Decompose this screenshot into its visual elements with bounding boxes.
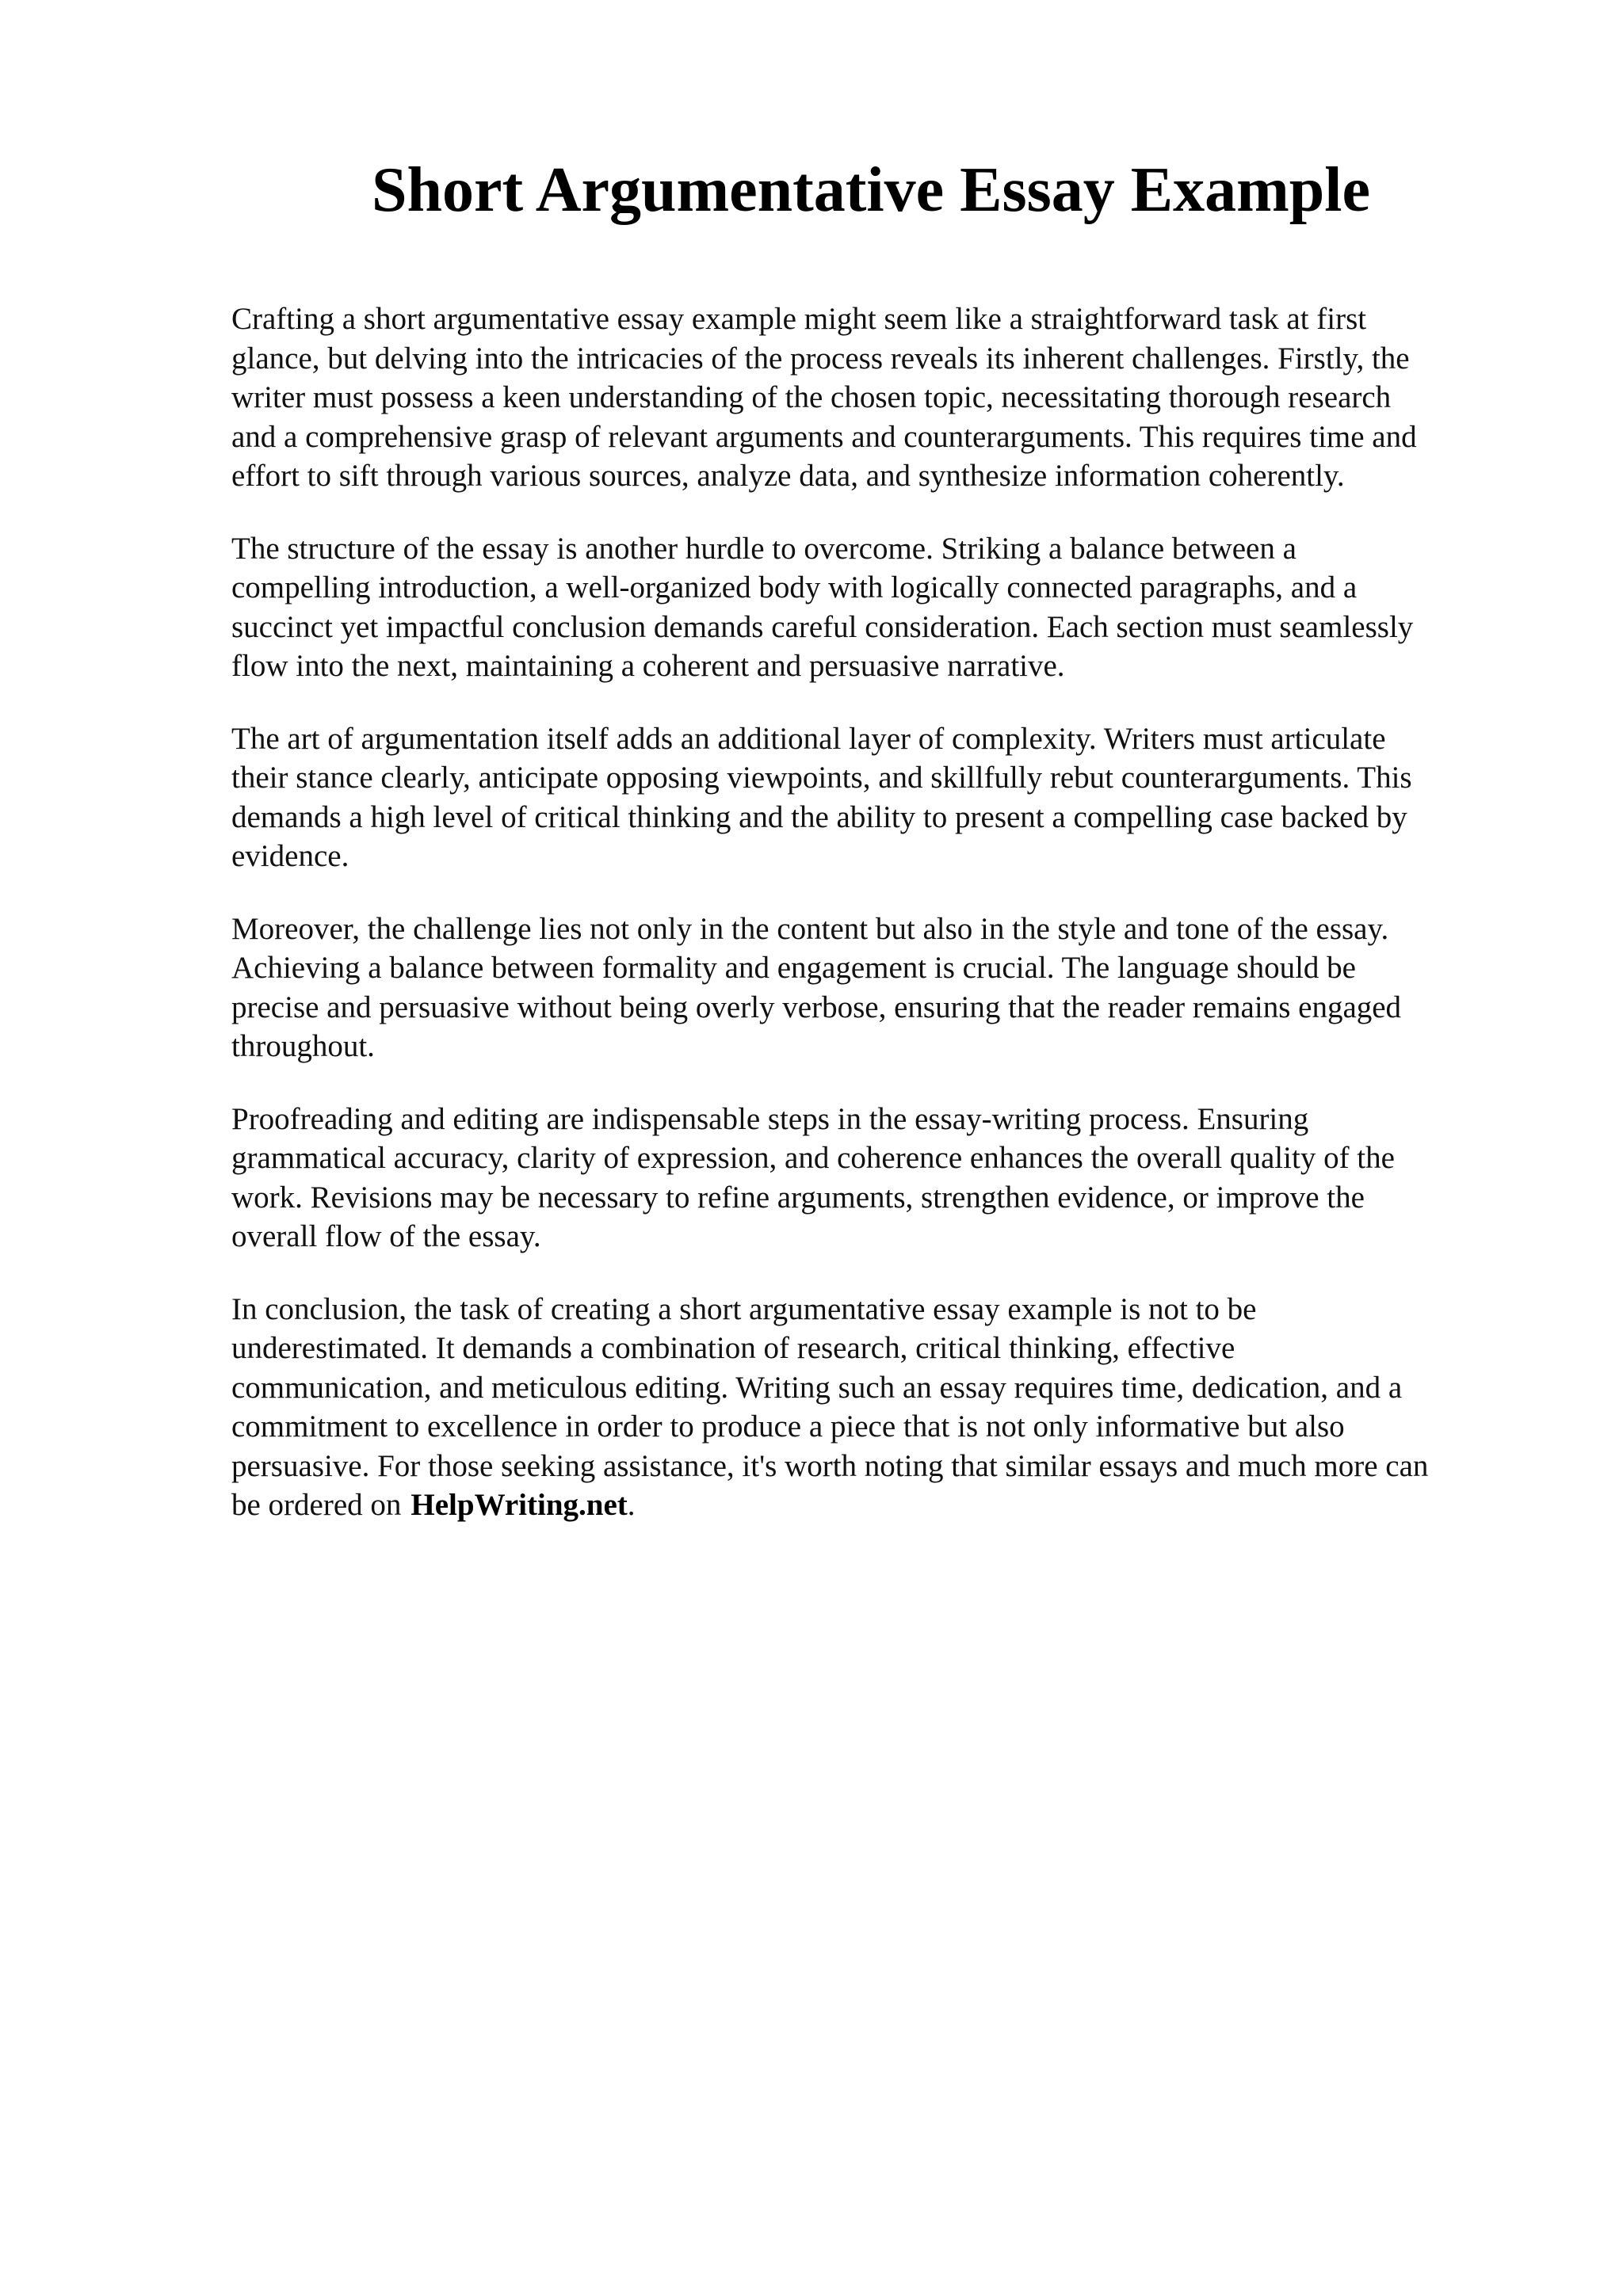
paragraph-line: Proofreading and editing are indispensable steps in the essay-writing process. Ensuring	[231, 1101, 1309, 1136]
page-title: Short Argumentative Essay Example	[372, 155, 1370, 225]
paragraph-line: In conclusion, the task of creating a short argumentative essay example is not to be	[231, 1291, 1257, 1326]
closing-line-suffix: .	[627, 1488, 636, 1522]
essay-paragraph	[231, 910, 1515, 1066]
essay-paragraph	[231, 529, 1515, 686]
paragraph-line: underestimated. It demands a combination of research, critical thinking, effective	[231, 1331, 1235, 1365]
paragraph-line: effort to sift through various sources, analyze data, and synthesize information coherently.	[231, 459, 1345, 493]
paragraph-line: glance, but delving into the intricacies of the process reveals its inherent challenges. Firstly, the	[231, 341, 1410, 376]
essay-paragraph	[231, 299, 1515, 496]
paragraph-line: work. Revisions may be necessary to refine arguments, strengthen evidence, or improve the	[231, 1180, 1365, 1215]
paragraph-line: Achieving a balance between formality and engagement is crucial. The language should be	[231, 951, 1356, 985]
essay-paragraph	[231, 719, 1515, 876]
paragraph-line: The structure of the essay is another hurdle to overcome. Striking a balance between a	[231, 531, 1296, 566]
essay-body	[231, 299, 1515, 1558]
paragraph-line: throughout.	[231, 1029, 375, 1063]
paragraph-line: The art of argumentation itself adds an additional layer of complexity. Writers must articulate	[231, 721, 1386, 756]
paragraph-line: precise and persuasive without being overly verbose, ensuring that the reader remains engaged	[231, 990, 1402, 1024]
closing-line-prefix: be ordered on	[231, 1488, 402, 1522]
paragraph-line: Moreover, the challenge lies not only in the content but also in the style and tone of the essay.	[231, 911, 1389, 946]
paragraph-line: and a comprehensive grasp of relevant arguments and counterarguments. This requires time and	[231, 419, 1417, 454]
paragraph-line: grammatical accuracy, clarity of expression, and coherence enhances the overall quality of the	[231, 1141, 1395, 1175]
paragraph-line: communication, and meticulous editing. Writing such an essay requires time, dedication, and a	[231, 1370, 1403, 1405]
paragraph-line: writer must possess a keen understanding of the chosen topic, necessitating thorough research	[231, 380, 1392, 414]
paragraph-line: overall flow of the essay.	[231, 1219, 541, 1253]
paragraph-line: demands a high level of critical thinking and the ability to present a compelling case backed by	[231, 799, 1407, 834]
paragraph-line: compelling introduction, a well-organized body with logically connected paragraphs, and a	[231, 570, 1358, 605]
paragraph-line: succinct yet impactful conclusion demands careful consideration. Each section must seamlessly	[231, 609, 1414, 644]
essay-paragraph	[231, 1290, 1515, 1525]
paragraph-line: persuasive. For those seeking assistance, it's worth noting that similar essays and much more can	[231, 1448, 1429, 1483]
helpwriting-link[interactable]: HelpWriting.net	[411, 1488, 628, 1522]
paragraph-line: commitment to excellence in order to produce a piece that is not only informative but also	[231, 1409, 1345, 1444]
paragraph-line: their stance clearly, anticipate opposing viewpoints, and skillfully rebut counterarguments. This	[231, 761, 1412, 795]
paragraph-line: flow into the next, maintaining a coherent and persuasive narrative.	[231, 649, 1065, 683]
closing-line	[231, 1486, 1515, 1525]
paragraph-line: Crafting a short argumentative essay example might seem like a straightforward task at first	[231, 302, 1367, 336]
essay-paragraph	[231, 1100, 1515, 1257]
paragraph-line: evidence.	[231, 839, 349, 873]
